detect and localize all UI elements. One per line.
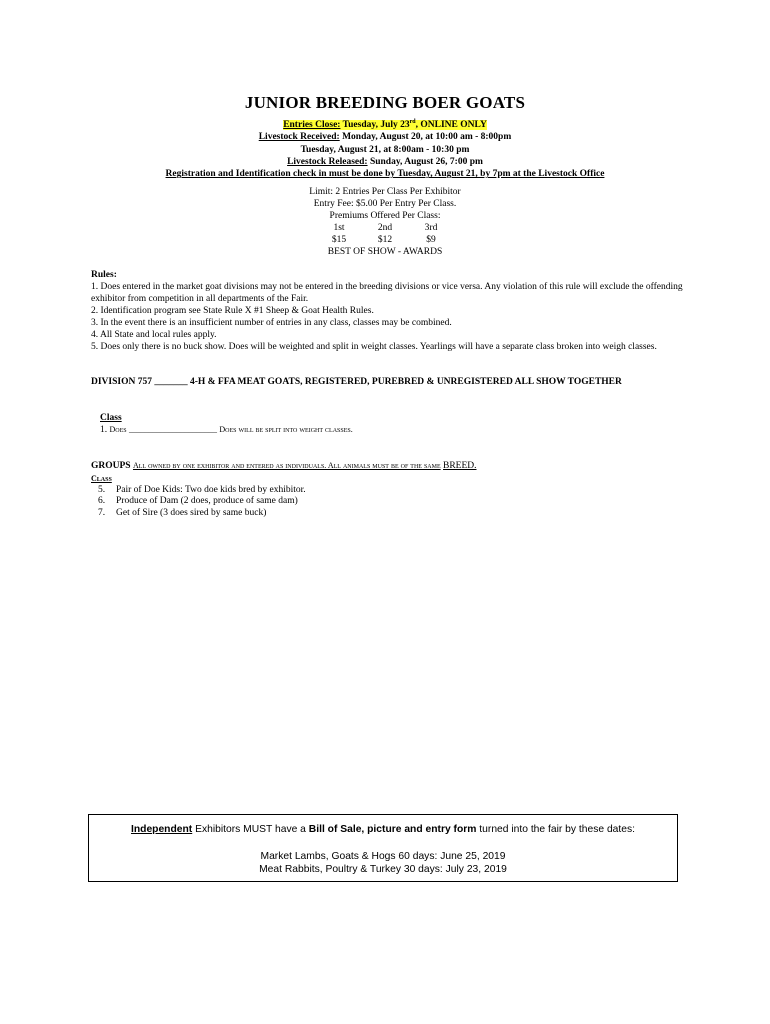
notice-pre: Exhibitors MUST have a [192, 824, 309, 835]
group-item [98, 496, 477, 508]
class-item [100, 424, 353, 436]
group-item-num: 5. [98, 484, 106, 495]
received-line [0, 131, 770, 143]
fees-block [0, 186, 770, 258]
page-title: JUNIOR BREEDING BOER GOATS [244, 93, 526, 112]
entries-close-line [0, 116, 770, 131]
place-3: 3rd [424, 223, 438, 233]
class-item-desc: Does will be split into weight classes. [219, 425, 353, 434]
entries-close-label: Entries Close: [283, 120, 341, 131]
groups-breed: BREED. [443, 461, 477, 471]
independent-exhibitors-notice [88, 814, 678, 882]
groups-heading [91, 460, 477, 473]
group-item [98, 508, 477, 520]
amount-3: $9 [426, 235, 436, 245]
group-item-text: Pair of Doe Kids: Two doe kids bred by exhibitor. [116, 484, 306, 495]
notice-date-line-2: Meat Rabbits, Poultry & Turkey 30 days: July 23, 2019 [259, 864, 507, 875]
entries-close-value: Tuesday, July 23 [340, 120, 410, 131]
notice-independent: Independent [131, 824, 193, 835]
amount-2: $12 [377, 235, 393, 245]
premium-amounts-row [0, 234, 770, 246]
released-line [0, 156, 770, 168]
received-value: Monday, August 20, at 10:00 am - 8:00pm [339, 132, 512, 143]
received-line-2: Tuesday, August 21, at 8:00am - 10:30 pm [300, 144, 470, 155]
notice-bold-part: Bill of Sale, picture and entry form [308, 824, 477, 835]
class-label: Class [100, 413, 122, 423]
rule-item: 1. Does entered in the market goat divisions may not be entered in the breeding divisions or vice versa. Any violation of this rule will exclude the offending exhibitor from competition in all departments of the Fair. [91, 282, 683, 304]
rule-item: 5. Does only there is no buck show. Does will be weighted and split in weight classes. Yearlings will have a separate class broken into weigh classes. [91, 342, 657, 352]
group-item [98, 485, 477, 497]
registration-line: Registration and Identification check in must be done by Tuesday, August 21, by 7pm at the Livestock Office [165, 169, 605, 180]
schedule-block [0, 116, 770, 181]
rule-item: 2. Identification program see State Rule X #1 Sheep & Goat Health Rules. [91, 306, 374, 316]
entry-fee-text: Entry Fee: $5.00 Per Entry Per Class. [313, 199, 457, 209]
released-label: Livestock Released: [287, 157, 368, 168]
released-value: Sunday, August 26, 7:00 pm [367, 157, 483, 168]
groups-section [91, 460, 477, 520]
rule-item: 3. In the event there is an insufficient number of entries in any class, classes may be combined. [91, 318, 452, 328]
groups-class-label: Class [91, 473, 112, 483]
class-item-num: 1. [100, 425, 108, 435]
premium-places-row [0, 222, 770, 234]
notice-line-1 [89, 824, 677, 835]
best-of-show: BEST OF SHOW - AWARDS [327, 247, 443, 257]
class-item-blank: ______________________ [129, 425, 217, 434]
groups-items [91, 485, 477, 520]
limit-text: Limit: 2 Entries Per Class Per Exhibitor [309, 187, 461, 197]
amount-1: $15 [331, 235, 347, 245]
rules-section [91, 269, 691, 353]
class-section [100, 412, 353, 436]
division-heading: DIVISION 757 _______ 4-H & FFA MEAT GOATS, REGISTERED, PUREBRED & UNREGISTERED ALL SHOW TOGETHER [91, 377, 622, 387]
entries-close-highlight [283, 120, 487, 130]
notice-dates [89, 850, 677, 876]
class-item-name: Does [109, 425, 127, 434]
group-item-text: Get of Sire (3 does sired by same buck) [116, 508, 267, 519]
notice-date-line-1: Market Lambs, Goats & Hogs 60 days: June 25, 2019 [260, 851, 506, 862]
entries-close-rest: , ONLINE ONLY [415, 120, 487, 131]
place-2: 2nd [377, 223, 393, 233]
place-1: 1st [333, 223, 345, 233]
notice-post: turned into the fair by these dates: [476, 824, 635, 835]
group-item-num: 7. [98, 508, 106, 519]
premiums-label: Premiums Offered Per Class: [329, 211, 441, 221]
groups-desc: All owned by one exhibitor and entered as individuals. All animals must be of the same [132, 461, 441, 470]
group-item-text: Produce of Dam (2 does, produce of same dam) [116, 496, 298, 507]
rules-label: Rules: [91, 270, 117, 280]
group-item-num: 6. [98, 496, 106, 507]
received-label: Livestock Received: [258, 132, 340, 143]
entries-close-sup: rd [409, 119, 416, 125]
groups-label: GROUPS [91, 461, 131, 471]
rule-item: 4. All State and local rules apply. [91, 330, 217, 340]
